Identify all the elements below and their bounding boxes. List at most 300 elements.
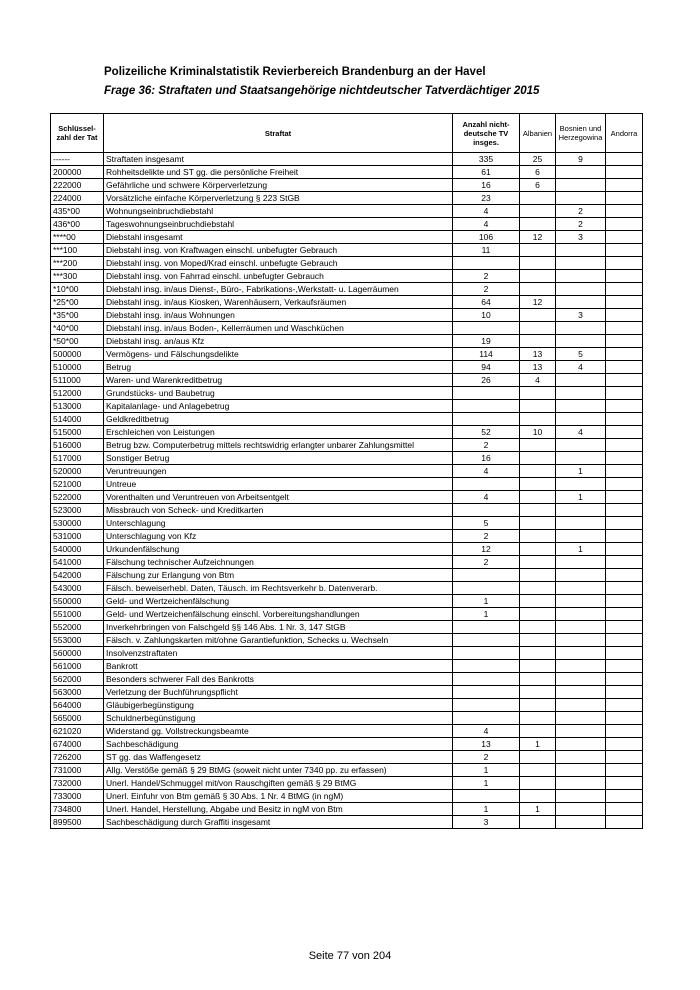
cell-key: 517000 [51, 452, 104, 465]
cell-offense: Sachbeschädigung durch Graffiti insgesamt [104, 816, 453, 829]
cell-key: 561000 [51, 660, 104, 673]
table-row [51, 387, 643, 400]
cell-key: 520000 [51, 465, 104, 478]
cell-andorra [606, 296, 643, 309]
cell-bosnia [556, 673, 606, 686]
cell-offense: Fälschung zur Erlangung von Btm [104, 569, 453, 582]
cell-albania [520, 751, 556, 764]
cell-offense: Unterschlagung [104, 517, 453, 530]
cell-bosnia [556, 192, 606, 205]
cell-bosnia [556, 322, 606, 335]
cell-albania: 6 [520, 166, 556, 179]
table-row [51, 374, 643, 387]
cell-key: 222000 [51, 179, 104, 192]
cell-total: 19 [453, 335, 520, 348]
cell-key: 515000 [51, 426, 104, 439]
cell-albania [520, 452, 556, 465]
cell-offense: Geld- und Wertzeichenfälschung [104, 595, 453, 608]
cell-andorra [606, 179, 643, 192]
cell-offense: Waren- und Warenkreditbetrug [104, 374, 453, 387]
cell-key: 674000 [51, 738, 104, 751]
table-row [51, 426, 643, 439]
cell-bosnia [556, 400, 606, 413]
cell-albania [520, 270, 556, 283]
cell-total [453, 712, 520, 725]
cell-offense: ST gg. das Waffengesetz [104, 751, 453, 764]
document-subtitle: Frage 36: Straftaten und Staatsangehörige nichtdeutscher Tatverdächtiger 2015 [104, 85, 540, 97]
cell-andorra [606, 816, 643, 829]
cell-key: ***300 [51, 270, 104, 283]
cell-andorra [606, 478, 643, 491]
cell-key: 542000 [51, 569, 104, 582]
cell-offense: Betrug [104, 361, 453, 374]
cell-total: 26 [453, 374, 520, 387]
cell-offense: Gläubigerbegünstigung [104, 699, 453, 712]
cell-key: 436*00 [51, 218, 104, 231]
cell-total: 106 [453, 231, 520, 244]
cell-albania [520, 504, 556, 517]
cell-total: 13 [453, 738, 520, 751]
cell-albania [520, 673, 556, 686]
cell-key: 510000 [51, 361, 104, 374]
cell-key: 513000 [51, 400, 104, 413]
cell-total: 61 [453, 166, 520, 179]
cell-andorra [606, 764, 643, 777]
cell-albania [520, 244, 556, 257]
table-row [51, 218, 643, 231]
cell-andorra [606, 699, 643, 712]
cell-total: 114 [453, 348, 520, 361]
cell-albania [520, 764, 556, 777]
cell-andorra [606, 790, 643, 803]
cell-total: 4 [453, 491, 520, 504]
cell-andorra [606, 803, 643, 816]
cell-total: 11 [453, 244, 520, 257]
cell-total [453, 621, 520, 634]
table-row [51, 738, 643, 751]
cell-key: 514000 [51, 413, 104, 426]
table-row [51, 166, 643, 179]
cell-total: 2 [453, 751, 520, 764]
cell-andorra [606, 491, 643, 504]
cell-andorra [606, 413, 643, 426]
cell-key: 726200 [51, 751, 104, 764]
cell-offense: Tageswohnungseinbruchdiebstahl [104, 218, 453, 231]
cell-albania [520, 582, 556, 595]
cell-bosnia: 1 [556, 465, 606, 478]
cell-bosnia [556, 582, 606, 595]
cell-total [453, 504, 520, 517]
cell-total [453, 400, 520, 413]
cell-key: 550000 [51, 595, 104, 608]
cell-offense: Missbrauch von Scheck- und Kreditkarten [104, 504, 453, 517]
cell-offense: Besonders schwerer Fall des Bankrotts [104, 673, 453, 686]
cell-albania: 1 [520, 803, 556, 816]
cell-key: 564000 [51, 699, 104, 712]
cell-key: 541000 [51, 556, 104, 569]
header-key: Schlüssel-zahl der Tat [51, 114, 104, 153]
cell-total [453, 634, 520, 647]
cell-key: 435*00 [51, 205, 104, 218]
cell-albania [520, 218, 556, 231]
cell-bosnia: 1 [556, 543, 606, 556]
cell-bosnia [556, 166, 606, 179]
cell-total: 2 [453, 283, 520, 296]
cell-key: *40*00 [51, 322, 104, 335]
cell-total: 2 [453, 270, 520, 283]
cell-bosnia [556, 556, 606, 569]
table-row [51, 478, 643, 491]
cell-offense: Diebstahl insgesamt [104, 231, 453, 244]
table-row [51, 699, 643, 712]
cell-andorra [606, 712, 643, 725]
cell-key: ***100 [51, 244, 104, 257]
cell-offense: Schuldnerbegünstigung [104, 712, 453, 725]
cell-total [453, 569, 520, 582]
table-row [51, 660, 643, 673]
table-row [51, 322, 643, 335]
cell-offense: Urkundenfälschung [104, 543, 453, 556]
table-row [51, 504, 643, 517]
table-row [51, 413, 643, 426]
cell-offense: Untreue [104, 478, 453, 491]
cell-total: 2 [453, 439, 520, 452]
cell-andorra [606, 556, 643, 569]
header-offense: Straftat [104, 114, 453, 153]
cell-andorra [606, 608, 643, 621]
cell-albania [520, 413, 556, 426]
cell-total [453, 322, 520, 335]
cell-offense: Straftaten insgesamt [104, 153, 453, 166]
cell-bosnia [556, 413, 606, 426]
table-row [51, 517, 643, 530]
cell-total [453, 699, 520, 712]
cell-total: 2 [453, 530, 520, 543]
cell-offense: Sachbeschädigung [104, 738, 453, 751]
cell-albania [520, 647, 556, 660]
cell-total: 4 [453, 205, 520, 218]
cell-albania [520, 192, 556, 205]
cell-total: 64 [453, 296, 520, 309]
cell-albania [520, 283, 556, 296]
cell-andorra [606, 257, 643, 270]
cell-key: 511000 [51, 374, 104, 387]
cell-albania [520, 491, 556, 504]
cell-key: 530000 [51, 517, 104, 530]
cell-bosnia [556, 296, 606, 309]
table-row [51, 270, 643, 283]
cell-offense: Diebstahl insg. in/aus Boden-, Kellerräumen und Waschküchen [104, 322, 453, 335]
cell-andorra [606, 426, 643, 439]
cell-offense: Betrug bzw. Computerbetrug mittels rechtswidrig erlangter unbarer Zahlungsmittel [104, 439, 453, 452]
cell-key: ------ [51, 153, 104, 166]
table-row [51, 309, 643, 322]
cell-offense: Unterschlagung von Kfz [104, 530, 453, 543]
table-row [51, 231, 643, 244]
cell-andorra [606, 530, 643, 543]
cell-key: 543000 [51, 582, 104, 595]
cell-total [453, 582, 520, 595]
cell-offense: Unerl. Einfuhr von Btm gemäß § 30 Abs. 1 Nr. 4 BtMG (in ngM) [104, 790, 453, 803]
cell-key: *50*00 [51, 335, 104, 348]
cell-andorra [606, 283, 643, 296]
cell-albania [520, 335, 556, 348]
cell-total: 10 [453, 309, 520, 322]
cell-key: 731000 [51, 764, 104, 777]
cell-bosnia [556, 374, 606, 387]
cell-albania [520, 543, 556, 556]
cell-bosnia: 3 [556, 309, 606, 322]
cell-albania [520, 816, 556, 829]
table-row [51, 803, 643, 816]
cell-albania [520, 309, 556, 322]
cell-key: 540000 [51, 543, 104, 556]
table-row [51, 621, 643, 634]
cell-andorra [606, 153, 643, 166]
cell-andorra [606, 309, 643, 322]
cell-andorra [606, 673, 643, 686]
cell-bosnia [556, 530, 606, 543]
cell-offense: Erschleichen von Leistungen [104, 426, 453, 439]
cell-albania: 10 [520, 426, 556, 439]
cell-total [453, 257, 520, 270]
cell-key: 521000 [51, 478, 104, 491]
cell-total: 3 [453, 816, 520, 829]
cell-key: ****00 [51, 231, 104, 244]
cell-bosnia [556, 634, 606, 647]
table-row [51, 491, 643, 504]
cell-total [453, 413, 520, 426]
cell-andorra [606, 569, 643, 582]
cell-bosnia: 3 [556, 231, 606, 244]
cell-total [453, 647, 520, 660]
cell-key: 522000 [51, 491, 104, 504]
cell-andorra [606, 218, 643, 231]
cell-albania: 12 [520, 231, 556, 244]
header-albania: Albanien [520, 114, 556, 153]
cell-andorra [606, 205, 643, 218]
cell-offense: Geld- und Wertzeichenfälschung einschl. Vorbereitungshandlungen [104, 608, 453, 621]
cell-key: 563000 [51, 686, 104, 699]
table-row [51, 348, 643, 361]
cell-total [453, 387, 520, 400]
cell-offense: Diebstahl insg. von Moped/Krad einschl. unbefugte Gebrauch [104, 257, 453, 270]
cell-bosnia [556, 452, 606, 465]
cell-key: 512000 [51, 387, 104, 400]
cell-key: 553000 [51, 634, 104, 647]
cell-bosnia [556, 777, 606, 790]
table-row [51, 283, 643, 296]
cell-bosnia [556, 569, 606, 582]
cell-andorra [606, 192, 643, 205]
cell-offense: Diebstahl insg. von Kraftwagen einschl. unbefugter Gebrauch [104, 244, 453, 257]
cell-total: 335 [453, 153, 520, 166]
cell-andorra [606, 686, 643, 699]
cell-bosnia [556, 764, 606, 777]
cell-key: 523000 [51, 504, 104, 517]
cell-bosnia [556, 803, 606, 816]
table-row [51, 673, 643, 686]
cell-andorra [606, 634, 643, 647]
cell-total: 16 [453, 452, 520, 465]
cell-key: 224000 [51, 192, 104, 205]
cell-albania [520, 777, 556, 790]
cell-offense: Fälsch. beweiserhebl. Daten, Täusch. im Rechtsverkehr b. Datenverarb. [104, 582, 453, 595]
table-row [51, 608, 643, 621]
cell-key: 551000 [51, 608, 104, 621]
cell-key: *10*00 [51, 283, 104, 296]
cell-offense: Bankrott [104, 660, 453, 673]
cell-andorra [606, 751, 643, 764]
cell-bosnia [556, 790, 606, 803]
header-total-non-german: Anzahl nicht-deutsche TV insges. [453, 114, 520, 153]
cell-offense: Insolvenzstraftaten [104, 647, 453, 660]
cell-total: 2 [453, 556, 520, 569]
cell-bosnia [556, 608, 606, 621]
cell-albania: 25 [520, 153, 556, 166]
table-row [51, 725, 643, 738]
table-row [51, 205, 643, 218]
table-row [51, 686, 643, 699]
cell-albania [520, 608, 556, 621]
cell-offense: Unerl. Handel/Schmuggel mit/von Rauschgiften gemäß § 29 BtMG [104, 777, 453, 790]
cell-bosnia [556, 751, 606, 764]
cell-albania: 13 [520, 348, 556, 361]
table-row [51, 179, 643, 192]
cell-bosnia [556, 686, 606, 699]
cell-key: 552000 [51, 621, 104, 634]
cell-bosnia: 4 [556, 426, 606, 439]
cell-albania [520, 634, 556, 647]
cell-bosnia: 9 [556, 153, 606, 166]
cell-andorra [606, 400, 643, 413]
cell-albania [520, 257, 556, 270]
table-header-row [51, 114, 643, 153]
cell-andorra [606, 738, 643, 751]
table-row [51, 595, 643, 608]
cell-andorra [606, 595, 643, 608]
cell-key: 733000 [51, 790, 104, 803]
cell-bosnia [556, 257, 606, 270]
cell-bosnia: 1 [556, 491, 606, 504]
cell-andorra [606, 582, 643, 595]
cell-total [453, 478, 520, 491]
cell-andorra [606, 517, 643, 530]
table-row [51, 634, 643, 647]
cell-albania [520, 556, 556, 569]
cell-albania [520, 465, 556, 478]
table-row [51, 530, 643, 543]
cell-offense: Vermögens- und Fälschungsdelikte [104, 348, 453, 361]
table-row [51, 361, 643, 374]
cell-bosnia [556, 738, 606, 751]
cell-key: 565000 [51, 712, 104, 725]
cell-bosnia [556, 621, 606, 634]
cell-total: 1 [453, 777, 520, 790]
table-row [51, 153, 643, 166]
cell-total: 1 [453, 803, 520, 816]
cell-offense: Widerstand gg. Vollstreckungsbeamte [104, 725, 453, 738]
table-row [51, 257, 643, 270]
cell-offense: Veruntreuungen [104, 465, 453, 478]
cell-bosnia [556, 725, 606, 738]
cell-albania [520, 725, 556, 738]
cell-andorra [606, 244, 643, 257]
cell-bosnia [556, 816, 606, 829]
cell-albania [520, 387, 556, 400]
cell-offense: Sonstiger Betrug [104, 452, 453, 465]
table-row [51, 335, 643, 348]
cell-albania [520, 517, 556, 530]
cell-offense: Vorsätzliche einfache Körperverletzung § 223 StGB [104, 192, 453, 205]
table-row [51, 751, 643, 764]
cell-key: 500000 [51, 348, 104, 361]
cell-bosnia [556, 439, 606, 452]
table-row [51, 543, 643, 556]
cell-key: 560000 [51, 647, 104, 660]
cell-total: 4 [453, 465, 520, 478]
cell-offense: Diebstahl insg. in/aus Wohnungen [104, 309, 453, 322]
table-row [51, 582, 643, 595]
cell-offense: Diebstahl insg. von Fahrrad einschl. unbefugter Gebrauch [104, 270, 453, 283]
cell-total: 12 [453, 543, 520, 556]
cell-total: 1 [453, 595, 520, 608]
cell-key: 516000 [51, 439, 104, 452]
cell-albania [520, 621, 556, 634]
cell-bosnia [556, 504, 606, 517]
cell-key: 732000 [51, 777, 104, 790]
cell-bosnia [556, 517, 606, 530]
cell-albania [520, 686, 556, 699]
cell-offense: Diebstahl insg. in/aus Dienst-, Büro-, Fabrikations-,Werkstatt- u. Lagerräumen [104, 283, 453, 296]
document-title: Polizeiliche Kriminalstatistik Revierbereich Brandenburg an der Havel [104, 66, 486, 78]
cell-key: 621020 [51, 725, 104, 738]
cell-key: *25*00 [51, 296, 104, 309]
cell-offense: Vorenthalten und Veruntreuen von Arbeitsentgelt [104, 491, 453, 504]
page-footer: Seite 77 von 204 [308, 950, 392, 962]
cell-bosnia [556, 387, 606, 400]
cell-bosnia: 4 [556, 361, 606, 374]
cell-albania [520, 322, 556, 335]
cell-key: 531000 [51, 530, 104, 543]
cell-offense: Diebstahl insg. an/aus Kfz [104, 335, 453, 348]
cell-andorra [606, 777, 643, 790]
cell-bosnia [556, 647, 606, 660]
cell-andorra [606, 504, 643, 517]
cell-total: 16 [453, 179, 520, 192]
cell-offense: Wohnungseinbruchdiebstahl [104, 205, 453, 218]
cell-andorra [606, 166, 643, 179]
cell-albania [520, 400, 556, 413]
cell-bosnia [556, 335, 606, 348]
cell-andorra [606, 452, 643, 465]
cell-bosnia [556, 595, 606, 608]
cell-bosnia: 2 [556, 218, 606, 231]
cell-key: 899500 [51, 816, 104, 829]
cell-key: *35*00 [51, 309, 104, 322]
cell-total [453, 673, 520, 686]
table-row [51, 712, 643, 725]
cell-offense: Fälschung technischer Aufzeichnungen [104, 556, 453, 569]
cell-offense: Kapitalanlage- und Anlagebetrug [104, 400, 453, 413]
cell-bosnia [556, 478, 606, 491]
cell-total: 1 [453, 608, 520, 621]
cell-bosnia [556, 179, 606, 192]
cell-total [453, 790, 520, 803]
cell-andorra [606, 725, 643, 738]
cell-albania [520, 478, 556, 491]
cell-albania [520, 569, 556, 582]
